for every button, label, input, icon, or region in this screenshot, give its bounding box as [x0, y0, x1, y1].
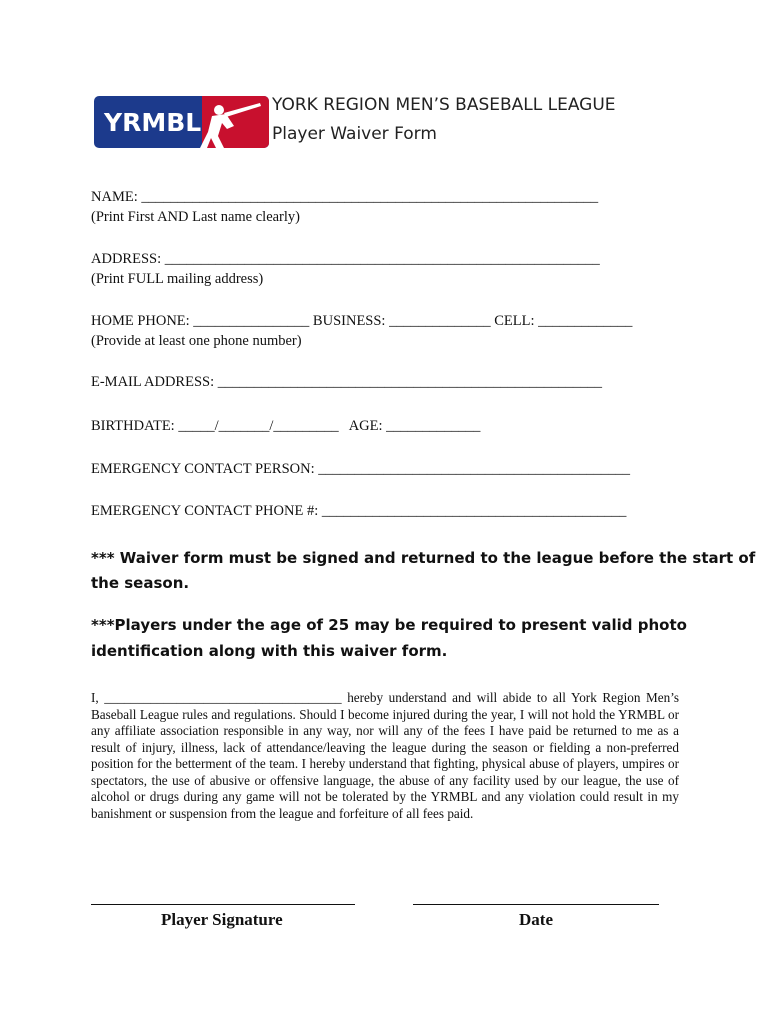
- name-field[interactable]: NAME: _______________________________________________________________: [91, 189, 599, 205]
- waiver-paragraph: I, ____________________________________ hereby understand and will abide to all York Region Men’s Baseball League rules and regulations. Should I become injured during the year, I will not hold the YRMBL or any affiliate association responsible in any way, nor will any of the fees I have paid be returned to me as a result of injury, illness, lack of attendance/leaving the league during the season or fielding a non-preferred position for the betterment of the team. I hereby understand that fighting, physical abuse of players, umpires or spectators, the use of abusive or offensive language, the abuse of any facility used by our league, the use of alcohol or drugs during any game will not be tolerated by the YRMBL and any violation could result in my banishment or suspension from the league and forfeiture of all fees paid.: [91, 690, 679, 821]
- birthdate-age-field[interactable]: BIRTHDATE: _____/_______/_________ AGE: _____________: [91, 418, 481, 434]
- league-title: YORK REGION MEN’S BASEBALL LEAGUE: [272, 95, 616, 115]
- player-signature-label: Player Signature: [161, 910, 283, 929]
- emergency-contact-person-field[interactable]: EMERGENCY CONTACT PERSON: ___________________________________________: [91, 461, 630, 477]
- emergency-contact-phone-field[interactable]: EMERGENCY CONTACT PHONE #: __________________________________________: [91, 503, 627, 519]
- yrmbl-logo: [94, 96, 269, 148]
- phone-note: (Provide at least one phone number): [91, 333, 302, 349]
- address-field[interactable]: ADDRESS: ____________________________________________________________: [91, 251, 600, 267]
- date-label: Date: [519, 910, 553, 929]
- form-title: Player Waiver Form: [272, 124, 437, 144]
- notice-photo-id-cont: identification along with this waiver form.: [91, 642, 448, 660]
- notice-signed-returned-cont: the season.: [91, 574, 190, 592]
- phone-fields[interactable]: HOME PHONE: ________________ BUSINESS: ______________ CELL: _____________: [91, 313, 633, 329]
- email-field[interactable]: E-MAIL ADDRESS: _____________________________________________________: [91, 374, 602, 390]
- address-note: (Print FULL mailing address): [91, 271, 264, 287]
- notice-photo-id: ***Players under the age of 25 may be required to present valid photo: [91, 616, 687, 634]
- logo-text: YRMBL: [104, 108, 202, 137]
- player-signature-line[interactable]: [91, 904, 355, 905]
- notice-signed-returned: *** Waiver form must be signed and returned to the league before the start of: [91, 549, 756, 567]
- name-note: (Print First AND Last name clearly): [91, 209, 300, 225]
- date-line[interactable]: [413, 904, 659, 905]
